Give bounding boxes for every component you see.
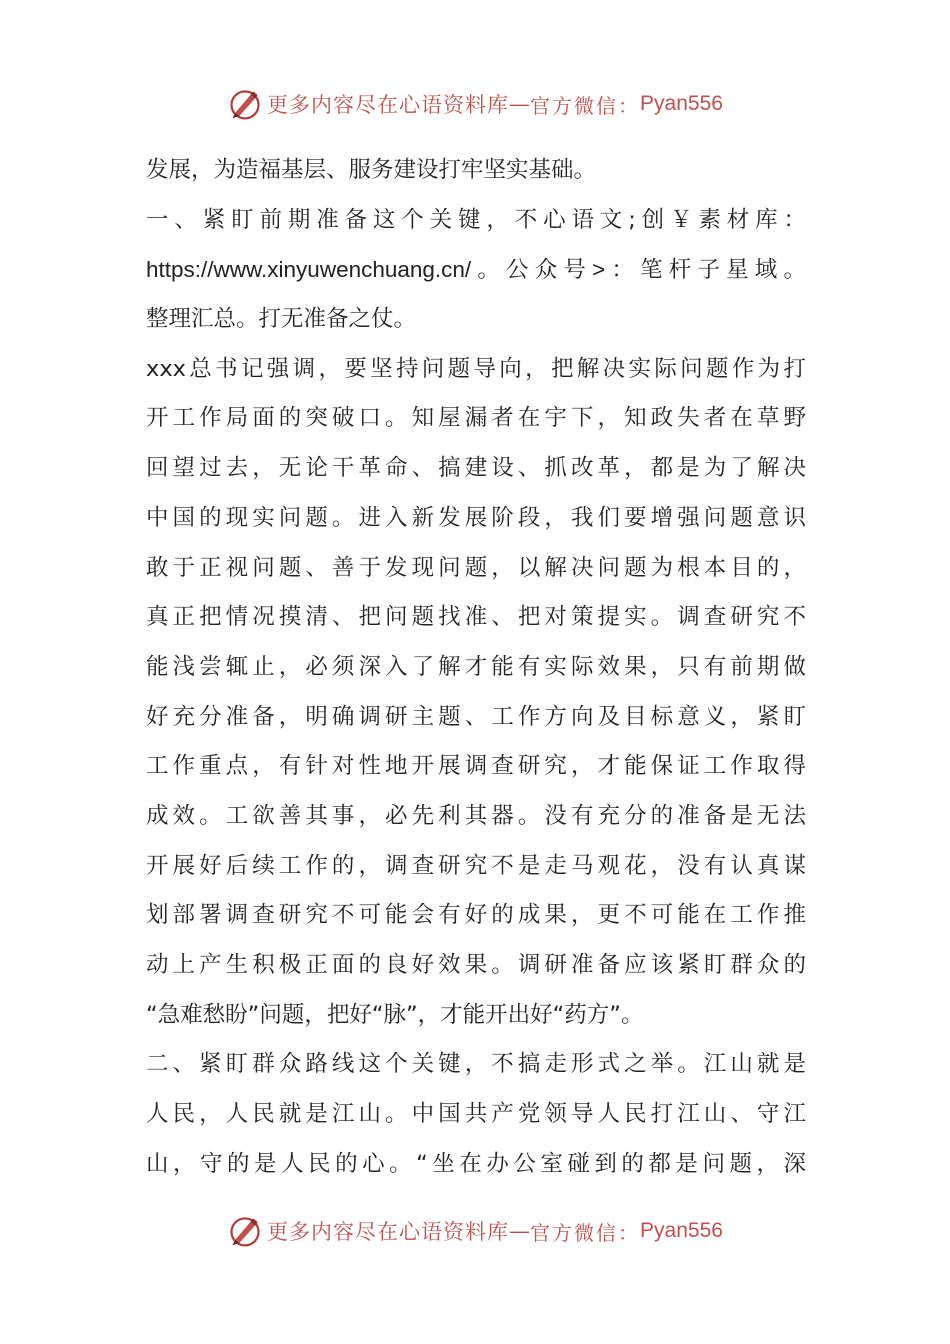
text-line: 人民，人民就是江山。中国共产党领导人民打江山、守江 (146, 1101, 806, 1128)
text-line: “急难愁盼”问题，把好“脉”，才能开出好“药方”。 (146, 1001, 644, 1028)
banner-wechat-label: 官方微信： (530, 1220, 641, 1245)
text-line: 成效。工欲善其事，必先利其器。没有充分的准备是无法 (146, 802, 806, 829)
text-line: 真正把情况摸清、把问题找准、把对策提实。调查研究不 (146, 604, 806, 631)
text-line: 动上产生积极正面的良好效果。调研准备应该紧盯群众的 (146, 952, 806, 978)
text-line: 好充分准备，明确调研主题、工作方向及目标意义，紧盯 (146, 703, 806, 730)
footer-banner (0, 1211, 950, 1251)
pen-logo-icon (227, 86, 263, 122)
banner-separator: — (509, 1219, 531, 1243)
banner-separator: — (509, 92, 531, 116)
document-body (146, 146, 806, 1189)
text-line: 一、紧盯前期准备这个关键，不心语文;创￥素材库： (146, 206, 806, 233)
text-line: 山，守的是人民的心。“坐在办公室碰到的都是问题，深 (146, 1150, 806, 1177)
text-line: 发展，为造福基层、服务建设打牢坚实基础。 (146, 157, 597, 183)
text-line: 开展好后续工作的，调查研究不是走马观花，没有认真谋 (146, 852, 806, 879)
header-banner (0, 84, 950, 124)
banner-wechat-label: 官方微信： (530, 93, 641, 118)
text-line: xxx总书记强调，要坚持问题导向，把解决实际问题作为打 (146, 355, 806, 382)
text-line: 划部署调查研究不可能会有好的成果，更不可能在工作推 (146, 902, 806, 929)
banner-wechat-id: Pyan556 (640, 92, 723, 115)
text-line: 二、紧盯群众路线这个关键，不搞走形式之举。江山就是 (146, 1051, 806, 1078)
banner-slogan: 更多内容尽在心语资料库 (267, 93, 510, 117)
text-line: 开工作局面的突破口。知屋漏者在宇下，知政失者在草野 (146, 405, 806, 432)
pen-logo-icon (227, 1213, 263, 1249)
text-line: 整理汇总。打无准备之仗。 (146, 306, 417, 333)
text-line: 能浅尝辄止，必须深入了解才能有实际效果，只有前期做 (146, 653, 806, 680)
text-line: 敢于正视问题、善于发现问题，以解决问题为根本目的， (146, 554, 806, 581)
text-line: 回望过去，无论干革命、搞建设、抓改革，都是为了解决 (146, 455, 806, 482)
banner-slogan: 更多内容尽在心语资料库 (267, 1220, 510, 1244)
text-line: 中国的现实问题。进入新发展阶段，我们要增强问题意识 (146, 504, 806, 531)
text-line: 工作重点，有针对性地开展调查研究，才能保证工作取得 (146, 753, 806, 780)
banner-wechat-id: Pyan556 (640, 1219, 723, 1242)
text-line-url: https://www.xinyuwenchuang.cn/。公众号>：笔杆子星域。 (146, 257, 806, 283)
